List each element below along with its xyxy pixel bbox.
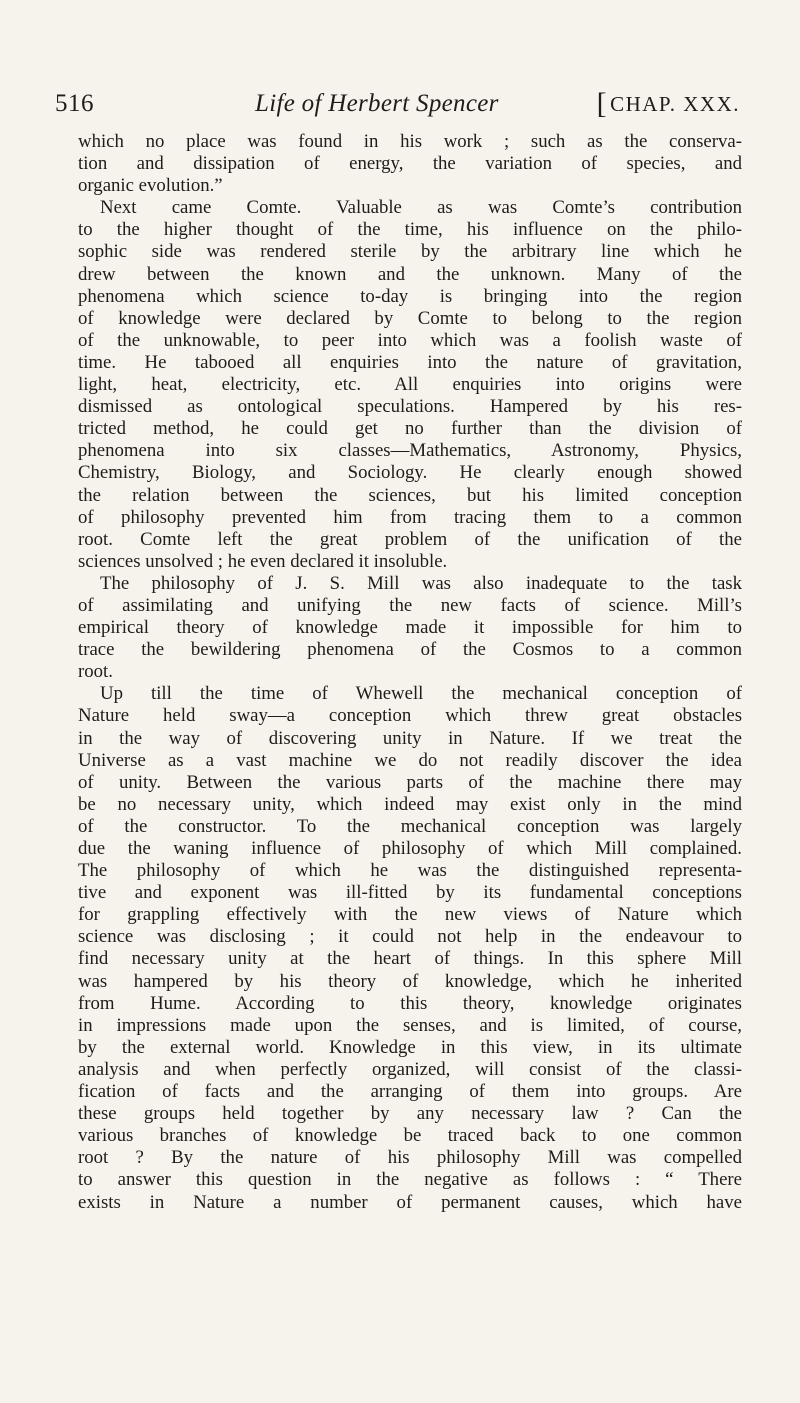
text-line: Nature held sway—a conception which threw great obstacles [78,705,742,727]
text-line: of assimilating and unifying the new facts of science. Mill’s [78,594,742,616]
text-line: analysis and when perfectly organized, will consist of the classi- [78,1058,742,1080]
text-line: in the way of discovering unity in Nature. If we treat the [78,727,742,749]
text-line: dismissed as ontological speculations. Hampered by his res- [78,396,742,418]
text-line: in impressions made upon the senses, and is limited, of course, [78,1014,742,1036]
text-line: empirical theory of knowledge made it impossible for him to [78,617,742,639]
text-line: phenomena which science to-day is bringing into the region [78,285,742,307]
text-line: which no place was found in his work ; such as the conserva- [78,131,742,152]
text-line: to the higher thought of the time, his influence on the philo- [78,219,742,241]
text-line: root ? By the nature of his philosophy Mill was compelled [78,1147,742,1169]
text-line: root. [78,661,113,683]
text-line: phenomena into six classes—Mathematics, Astronomy, Physics, [78,440,742,462]
text-line: was hampered by his theory of knowledge, which he inherited [78,970,742,992]
text-line: light, heat, electricity, etc. All enquiries into origins were [78,374,742,396]
text-line: for grappling effectively with the new views of Nature which [78,904,742,926]
text-line: root. Comte left the great problem of the unification of the [78,528,742,550]
text-line: be no necessary unity, which indeed may exist only in the mind [78,793,742,815]
text-line: drew between the known and the unknown. Many of the [78,263,742,285]
chapter-text: CHAP. XXX. [610,92,740,116]
text-line: from Hume. According to this theory, knowledge originates [78,992,742,1014]
text-line: of knowledge were declared by Comte to belong to the region [78,307,742,329]
body-text [78,131,742,1214]
text-line: of the constructor. To the mechanical conception was largely [78,815,742,837]
text-line: organic evolution.” [78,175,223,197]
text-line: by the external world. Knowledge in this view, in its ultimate [78,1036,742,1058]
text-line: of unity. Between the various parts of the machine there may [78,771,742,793]
text-line: science was disclosing ; it could not help in the endeavour to [78,926,742,948]
bracket-glyph: [ [596,87,609,120]
text-line: trace the bewildering phenomena of the Cosmos to a common [78,639,742,661]
text-line: Universe as a vast machine we do not readily discover the idea [78,749,742,771]
text-line: Next came Comte. Valuable as was Comte’s contribution [100,197,742,219]
text-line: sophic side was rendered sterile by the arbitrary line which he [78,241,742,263]
text-line: exists in Nature a number of permanent causes, which have [78,1191,742,1213]
text-line: sciences unsolved ; he even declared it insoluble. [78,550,448,572]
text-line: of philosophy prevented him from tracing them to a common [78,506,742,528]
text-line: fication of facts and the arranging of them into groups. Are [78,1081,742,1103]
page-number: 516 [55,90,94,117]
text-line: tive and exponent was ill-fitted by its fundamental conceptions [78,882,742,904]
text-line: these groups held together by any necessary law ? Can the [78,1103,742,1125]
text-line: The philosophy of which he was the distinguished representa- [78,860,742,882]
text-line: to answer this question in the negative as follows : “ There [78,1169,742,1191]
chapter-label [597,84,740,124]
text-line: find necessary unity at the heart of things. In this sphere Mill [78,948,742,970]
text-line: the relation between the sciences, but his limited conception [78,484,742,506]
text-line: Up till the time of Whewell the mechanical conception of [100,683,742,705]
text-line: of the unknowable, to peer into which was a foolish waste of [78,329,742,351]
text-line: Chemistry, Biology, and Sociology. He clearly enough showed [78,462,742,484]
text-line: tion and dissipation of energy, the variation of species, and [78,153,742,175]
text-line: time. He tabooed all enquiries into the nature of gravitation, [78,351,742,373]
page-header [55,84,740,124]
text-line: The philosophy of J. S. Mill was also inadequate to the task [100,572,742,594]
text-line: tricted method, he could get no further than the division of [78,418,742,440]
text-line: various branches of knowledge be traced back to one common [78,1125,742,1147]
running-title: Life of Herbert Spencer [255,90,499,117]
text-line: due the waning influence of philosophy of which Mill complained. [78,838,742,859]
